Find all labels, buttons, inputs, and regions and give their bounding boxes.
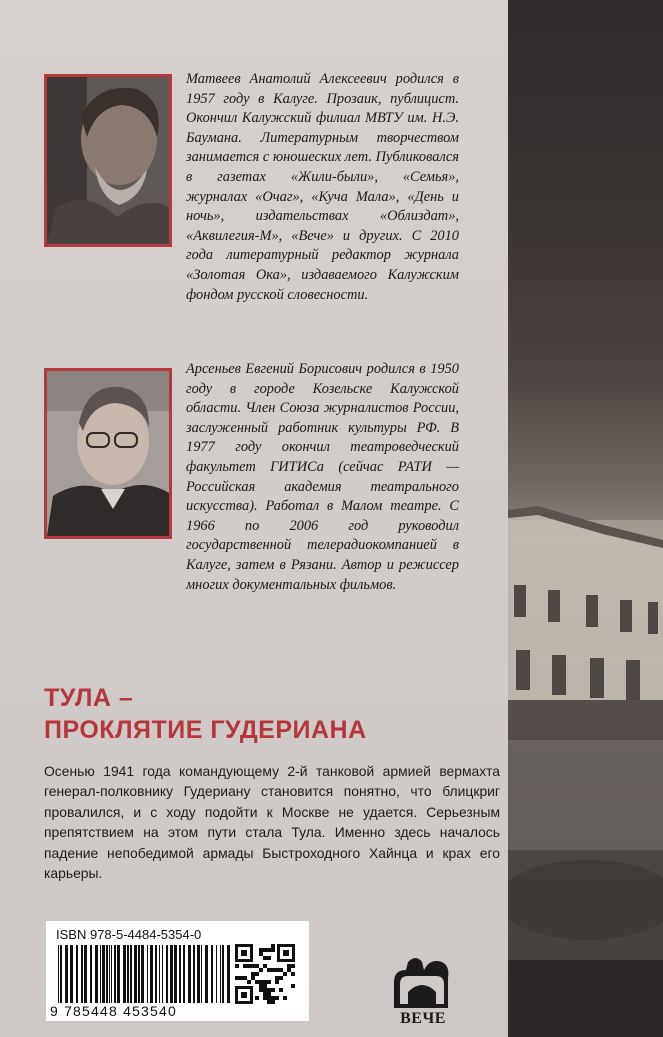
qr-code-icon <box>234 943 296 1005</box>
publisher-name: ВЕЧЕ <box>400 1010 446 1027</box>
barcode-icon <box>56 945 231 1003</box>
author-photo-arseniev <box>44 368 172 539</box>
book-title-line-1: ТУЛА – <box>44 684 134 712</box>
barcode-digits: 9 785448 453540 <box>50 1003 177 1019</box>
book-description: Осенью 1941 года командующему 2-й танковой армией вермахта генерал-полковнику Гудериану становится понятно, что блицкриг провалился, и с ходу подойти к Москве не удается. Серьезным препятствием на этом пути стала Тула. Именно здесь началось падение непобедимой армады Быстроходного Хайнца и крах его карьеры. <box>44 763 500 882</box>
isbn-label: ISBN 978-5-4484-5354-0 <box>56 927 202 942</box>
author-bio-matveev: Матвеев Анатолий Алексеевич родился в 1957 году в Калуге. Прозаик, публицист. Окончил Калужский филиал МВТУ им. Н.Э. Баумана. Литературным творчеством занимается с юношеских лет. Публиковался в газетах «Жили-были», «Семья», журналах «Очаг», «Куча Мала», «День и ночь», издательствах «Облиздат», «Аквилегия-М», «Вече» и других. С 2010 года литературный редактор журнала «Золотая Ока», издаваемого Калужским фондом русской словесности. <box>186 71 459 303</box>
author-bio-arseniev: Арсеньев Евгений Борисович родился в 1950 году в городе Козельске Калужской области. Член Союза журналистов России, заслуженный работник культуры РФ. В 1977 году окончил театроведческий факультет ГИТИСа (сейчас РАТИ — Российская академия театрального искусства). Работал в Малом театре. С 1966 по 2006 год руководил государственной телерадиокомпанией в Калуге, затем в Рязани. Автор и режиссер многих документальных фильмов. <box>186 361 459 593</box>
author-photo-matveev <box>44 74 172 247</box>
book-title <box>44 682 367 746</box>
barcode-panel <box>46 921 309 1021</box>
book-title-line-2: ПРОКЛЯТИЕ ГУДЕРИАНА <box>44 716 367 744</box>
historic-street-photo <box>508 0 663 1037</box>
